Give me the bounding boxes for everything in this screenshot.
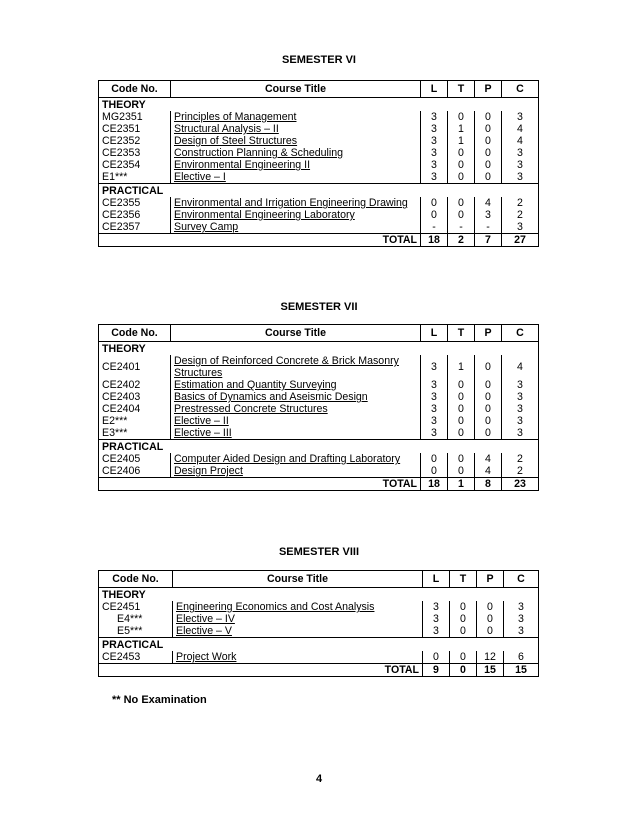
column-header-t: T [448,325,475,342]
course-t: 0 [448,391,475,403]
course-code: MG2351 [99,111,171,123]
course-l: 3 [421,111,448,123]
course-l: 3 [423,613,450,625]
section-row [99,588,539,602]
course-c: 3 [502,415,539,427]
course-code: CE2453 [99,651,173,664]
course-c: 4 [502,135,539,147]
course-row [99,171,539,184]
course-p: 0 [475,391,502,403]
course-code: E5*** [99,625,173,638]
course-title: Engineering Economics and Cost Analysis [173,601,423,613]
column-header-c: C [502,325,539,342]
course-c: 3 [504,613,539,625]
section-label: THEORY [99,342,539,356]
column-header-c: C [502,81,539,98]
course-row [99,221,539,234]
section-label: PRACTICAL [99,638,539,652]
course-title: Structural Analysis – II [171,123,421,135]
course-l: 3 [421,427,448,440]
course-title: Elective – II [171,415,421,427]
total-t: 2 [448,234,475,247]
course-t: 1 [448,135,475,147]
course-title: Construction Planning & Scheduling [171,147,421,159]
course-l: 3 [421,355,448,379]
course-p: 0 [475,427,502,440]
course-title: Elective – IV [173,613,423,625]
course-p: 0 [475,171,502,184]
semester-viii-title: SEMESTER VIII [278,546,360,558]
course-c: 3 [502,391,539,403]
course-l: 0 [421,197,448,209]
column-header-l: L [421,81,448,98]
course-l: 0 [421,465,448,478]
course-code: CE2355 [99,197,171,209]
column-header-t: T [450,571,477,588]
total-c: 23 [502,478,539,491]
course-code: CE2356 [99,209,171,221]
total-p: 8 [475,478,502,491]
column-header-t: T [448,81,475,98]
course-row [99,625,539,638]
section-row [99,638,539,652]
section-row [99,98,539,112]
course-l: 3 [421,159,448,171]
course-c: 4 [502,355,539,379]
semester-viii-table [98,570,539,677]
course-l: 3 [421,415,448,427]
course-c: 2 [502,465,539,478]
total-label: TOTAL [99,478,421,491]
course-c: 2 [502,197,539,209]
course-l: 3 [421,391,448,403]
column-header-c: C [504,571,539,588]
course-c: 3 [502,221,539,234]
course-t: 0 [448,197,475,209]
course-c: 3 [504,625,539,638]
course-code: E1*** [99,171,171,184]
course-p: 0 [477,625,504,638]
section-label: THEORY [99,98,539,112]
column-header-l: L [423,571,450,588]
course-row [99,123,539,135]
course-p: 12 [477,651,504,664]
total-label: TOTAL [99,664,423,677]
column-header-code: Code No. [99,325,171,342]
course-l: 3 [421,379,448,391]
course-p: 4 [475,197,502,209]
semester-vii-title: SEMESTER VII [280,301,358,313]
course-row [99,197,539,209]
course-row [99,111,539,123]
section-label: THEORY [99,588,539,602]
course-t: 0 [450,651,477,664]
column-header-p: P [475,325,502,342]
course-p: 0 [475,147,502,159]
section-label: PRACTICAL [99,184,539,198]
course-title: Elective – III [171,427,421,440]
course-row [99,415,539,427]
course-t: 0 [450,601,477,613]
course-p: 0 [477,601,504,613]
course-code: CE2401 [99,355,171,379]
course-p: 0 [475,355,502,379]
course-t: 0 [448,379,475,391]
total-t: 1 [448,478,475,491]
course-t: - [448,221,475,234]
course-title: Elective – V [173,625,423,638]
course-l: 0 [423,651,450,664]
course-t: 0 [448,427,475,440]
column-header-title: Course Title [173,571,423,588]
course-row [99,135,539,147]
semester-vi-title: SEMESTER VI [282,54,356,66]
course-row [99,465,539,478]
course-p: 0 [475,379,502,391]
course-code: CE2351 [99,123,171,135]
course-t: 0 [448,111,475,123]
course-title: Environmental and Irrigation Engineering Drawing [171,197,421,209]
course-code: E4*** [99,613,173,625]
course-t: 1 [448,355,475,379]
course-code: CE2353 [99,147,171,159]
course-code: CE2357 [99,221,171,234]
column-header-p: P [477,571,504,588]
course-title: Estimation and Quantity Surveying [171,379,421,391]
course-p: 0 [477,613,504,625]
total-row [99,664,539,677]
total-l: 18 [421,234,448,247]
course-c: 3 [502,171,539,184]
total-c: 27 [502,234,539,247]
course-t: 0 [448,415,475,427]
course-title: Design of Reinforced Concrete & Brick Masonry Structures [171,355,421,379]
course-c: 3 [502,379,539,391]
course-code: CE2406 [99,465,171,478]
course-p: 0 [475,111,502,123]
course-title: Environmental Engineering Laboratory [171,209,421,221]
course-row [99,453,539,465]
course-title: Principles of Management [171,111,421,123]
header-row [99,325,539,342]
course-code: E2*** [99,415,171,427]
course-c: 2 [502,453,539,465]
course-t: 0 [448,465,475,478]
course-row [99,147,539,159]
total-l: 18 [421,478,448,491]
column-header-l: L [421,325,448,342]
course-title: Design Project [171,465,421,478]
course-t: 0 [448,171,475,184]
course-l: 3 [421,147,448,159]
course-c: 3 [502,427,539,440]
course-p: 0 [475,415,502,427]
semester-vi-table [98,80,539,247]
section-row [99,184,539,198]
total-p: 7 [475,234,502,247]
course-row [99,427,539,440]
course-p: - [475,221,502,234]
course-c: 2 [502,209,539,221]
course-l: - [421,221,448,234]
course-title: Environmental Engineering II [171,159,421,171]
course-l: 3 [423,601,450,613]
course-code: CE2403 [99,391,171,403]
total-p: 15 [477,664,504,677]
total-label: TOTAL [99,234,421,247]
total-row [99,234,539,247]
course-t: 0 [448,453,475,465]
course-row [99,379,539,391]
course-title: Elective – I [171,171,421,184]
course-l: 3 [421,135,448,147]
course-c: 3 [502,147,539,159]
column-header-title: Course Title [171,325,421,342]
page-number: 4 [315,773,323,785]
column-header-code: Code No. [99,571,173,588]
course-title: Prestressed Concrete Structures [171,403,421,415]
course-row [99,159,539,171]
column-header-title: Course Title [171,81,421,98]
course-l: 0 [421,209,448,221]
semester-vii-table [98,324,539,491]
course-t: 0 [448,403,475,415]
course-p: 0 [475,135,502,147]
course-c: 3 [504,601,539,613]
section-row [99,440,539,454]
course-c: 3 [502,159,539,171]
course-row [99,355,539,379]
course-t: 0 [448,147,475,159]
total-t: 0 [450,664,477,677]
course-title: Basics of Dynamics and Aseismic Design [171,391,421,403]
course-t: 0 [448,209,475,221]
total-c: 15 [504,664,539,677]
course-row [99,651,539,664]
course-code: CE2451 [99,601,173,613]
course-l: 3 [421,123,448,135]
course-p: 4 [475,465,502,478]
course-t: 0 [450,613,477,625]
course-t: 0 [448,159,475,171]
course-l: 0 [421,453,448,465]
header-row [99,81,539,98]
course-code: CE2404 [99,403,171,415]
course-title: Project Work [173,651,423,664]
total-l: 9 [423,664,450,677]
header-row [99,571,539,588]
course-c: 6 [504,651,539,664]
course-c: 4 [502,123,539,135]
course-l: 3 [421,171,448,184]
column-header-p: P [475,81,502,98]
course-code: CE2352 [99,135,171,147]
total-row [99,478,539,491]
course-code: CE2402 [99,379,171,391]
footnote: ** No Examination [112,694,207,706]
course-p: 3 [475,209,502,221]
section-label: PRACTICAL [99,440,539,454]
course-t: 0 [450,625,477,638]
course-l: 3 [421,403,448,415]
course-row [99,613,539,625]
section-row [99,342,539,356]
course-row [99,601,539,613]
course-title: Survey Camp [171,221,421,234]
course-row [99,209,539,221]
course-row [99,391,539,403]
course-row [99,403,539,415]
course-p: 0 [475,123,502,135]
course-p: 0 [475,403,502,415]
course-p: 4 [475,453,502,465]
course-title: Computer Aided Design and Drafting Laboratory [171,453,421,465]
course-code: E3*** [99,427,171,440]
course-t: 1 [448,123,475,135]
course-c: 3 [502,403,539,415]
course-title: Design of Steel Structures [171,135,421,147]
column-header-code: Code No. [99,81,171,98]
course-c: 3 [502,111,539,123]
course-code: CE2405 [99,453,171,465]
course-code: CE2354 [99,159,171,171]
course-l: 3 [423,625,450,638]
course-p: 0 [475,159,502,171]
